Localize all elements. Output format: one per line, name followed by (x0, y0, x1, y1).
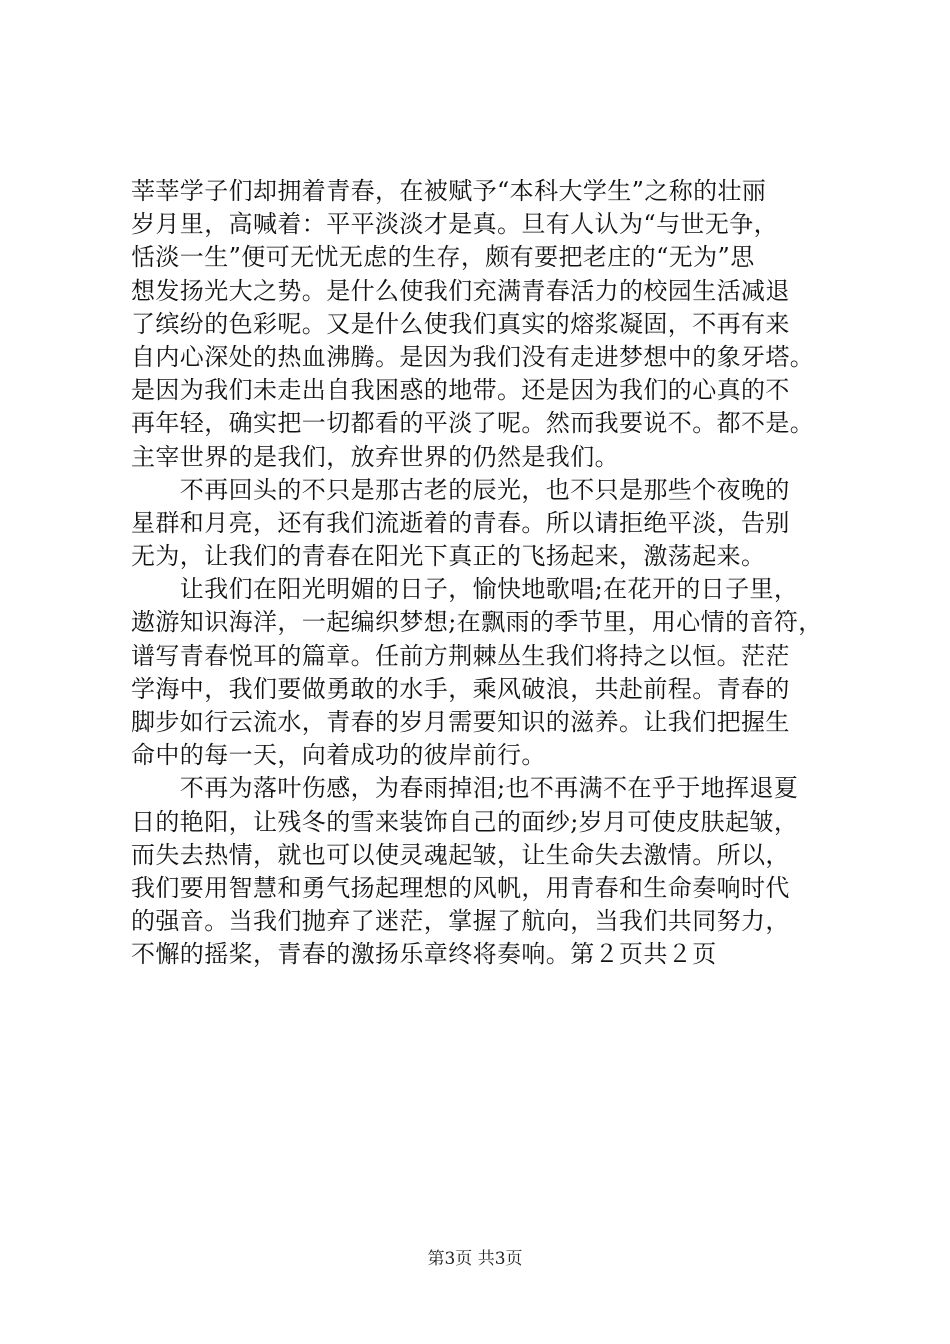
text-line: 脚步如行云流水，青春的岁月需要知识的滋养。让我们把握生 (131, 708, 790, 736)
text-line: 想发扬光大之势。是什么使我们充满青春活力的校园生活减退 (131, 276, 790, 305)
text-line: 是因为我们未走出自我困惑的地带。还是因为我们的心真的不 (131, 376, 790, 405)
text-line: 再年轻，确实把一切都看的平淡了呢。然而我要说不。都不是。 (131, 409, 815, 438)
text-line: 不再回头的不只是那古老的辰光，也不只是那些个夜晚的 (131, 475, 790, 504)
text-line: 不再为落叶伤感，为春雨掉泪;也不再满不在乎于地挥退夏 (131, 774, 799, 803)
text-line: 的强音。当我们抛弃了迷茫，掌握了航向，当我们共同努力， (131, 907, 790, 936)
text-line: 无为，让我们的青春在阳光下真正的飞扬起来，激荡起来。 (131, 542, 766, 571)
text-line: 而失去热情，就也可以使灵魂起皱，让生命失去激情。所以， (131, 840, 790, 869)
text-line: 星群和月亮，还有我们流逝着的青春。所以请拒绝平淡，告别 (131, 508, 790, 537)
text-line: 学海中，我们要做勇敢的水手，乘风破浪，共赴前程。青春的 (131, 674, 790, 703)
text-line: 遨游知识海洋，一起编织梦想;在飘雨的季节里，用心情的音符， (131, 608, 823, 637)
text-line: 让我们在阳光明媚的日子，愉快地歌唱;在花开的日子里， (131, 575, 799, 604)
text-line: 谱写青春悦耳的篇章。任前方荆棘丛生我们将持之以恒。茫茫 (131, 641, 790, 670)
text-line: 莘莘学子们却拥着青春，在被赋予“本科大学生”之称的壮丽 (131, 177, 767, 205)
text-line: 命中的每一天，向着成功的彼岸前行。 (131, 741, 546, 770)
text-line: 恬淡一生”便可无忧无虑的生存，颇有要把老庄的“无为”思 (131, 243, 755, 272)
page-footer: 第3页 共3页 (427, 1249, 523, 1269)
text-line: 日的艳阳，让残冬的雪来装饰自己的面纱;岁月可使皮肤起皱， (131, 807, 799, 836)
text-line: 岁月里，高喊着：平平淡淡才是真。旦有人认为“与世无争， (131, 210, 779, 239)
text-line: 不懈的摇桨，青春的激扬乐章终将奏响。第２页共２页 (131, 940, 717, 969)
body-text (131, 175, 841, 972)
text-line: 主宰世界的是我们，放弃世界的仍然是我们。 (131, 442, 619, 471)
text-line: 了缤纷的色彩呢。又是什么使我们真实的熔浆凝固，不再有来 (131, 309, 790, 338)
text-line: 我们要用智慧和勇气扬起理想的风帆，用青春和生命奏响时代 (131, 873, 790, 902)
text-line: 自内心深处的热血沸腾。是因为我们没有走进梦想中的象牙塔。 (131, 342, 815, 371)
